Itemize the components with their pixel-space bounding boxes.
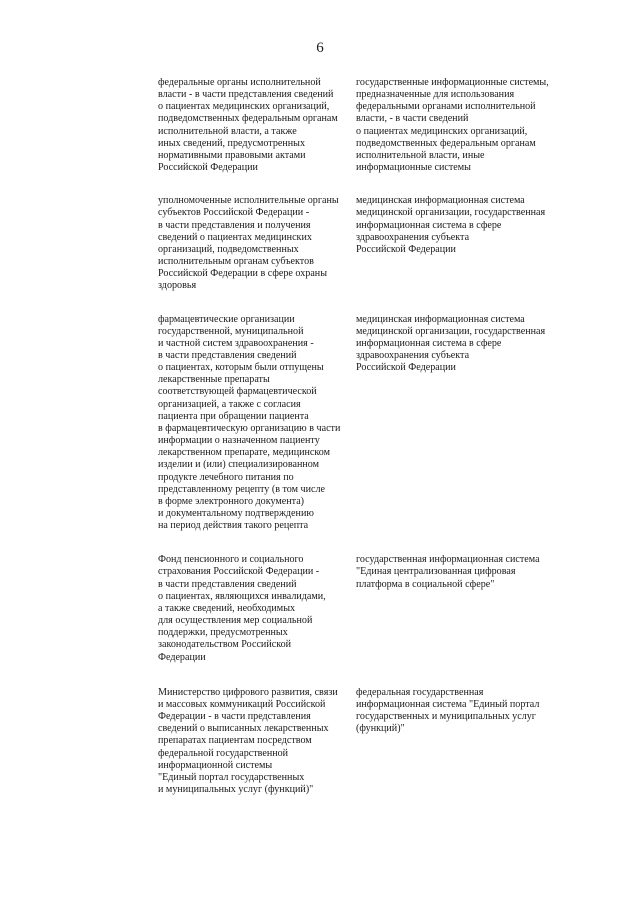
system-cell: государственные информационные системы, предназначенные для использования федеральными органами исполнительной власти, - в части сведений о пациентах медицинских организаций, подведомственных федеральным органам исполнительной власти, иные информационные системы xyxy=(356,77,549,174)
participant-cell: уполномоченные исполнительные органы субъектов Российской Федерации - в части представления и получения сведений о пациентах медицинских организаций, подведомственных исполнительным органам субъектов Российской Федерации в сфере охраны здоровья xyxy=(158,195,339,292)
system-cell: государственная информационная система "Единая централизованная цифровая платформа в социальной сфере" xyxy=(356,554,540,590)
participant-cell: фармацевтические организации государственной, муниципальной и частной систем здравоохранения - в части представления сведений о пациентах, которым были отпущены лекарственные препараты соответствующей фармацевтической организацией, а также с согласия пациента при обращении пациента в фармацевтическую организацию в части информации о назначенном пациенту лекарственном препарате, медицинском изделии и (или) специализированном продукте лечебного питания по представленному рецепту (в том числе в форме электронного документа) и документальному подтверждению на период действия такого рецепта xyxy=(158,313,341,532)
system-cell: медицинская информационная система медицинской организации, государственная информационная система в сфере здравоохранения субъекта Российской Федерации xyxy=(356,195,546,255)
table-row xyxy=(158,77,570,174)
system-cell: федеральная государственная информационная система "Единый портал государственных и муниципальных услуг (функций)" xyxy=(356,686,540,735)
participant-cell: Фонд пенсионного и социального страхования Российской Федерации - в части представления сведений о пациентах, являющихся инвалидами, а также сведений, необходимых для осуществления мер социальной поддержки, предусмотренных законодательством Российской Федерации xyxy=(158,554,326,663)
participants-table xyxy=(158,77,570,796)
table-row xyxy=(158,195,570,292)
page-number: 6 xyxy=(316,40,324,56)
table-row xyxy=(158,554,570,663)
system-cell: медицинская информационная система медицинской организации, государственная информационная система в сфере здравоохранения субъекта Российской Федерации xyxy=(356,313,546,374)
table-row xyxy=(158,687,570,796)
participant-cell: Министерство цифрового развития, связи и массовых коммуникаций Российской Федерации - в части представления сведений о выписанных лекарственных препаратах пациентам посредством федеральной государственной информационной системы "Единый портал государственных и муниципальных услуг (функций)" xyxy=(158,686,338,795)
table-row xyxy=(158,314,570,533)
participant-cell: федеральные органы исполнительной власти - в части представления сведений о пациентах медицинских организаций, подведомственных федеральным органам исполнительной власти, а также иных сведений, предусмотренных нормативными правовыми актами Российской Федерации xyxy=(158,77,338,174)
